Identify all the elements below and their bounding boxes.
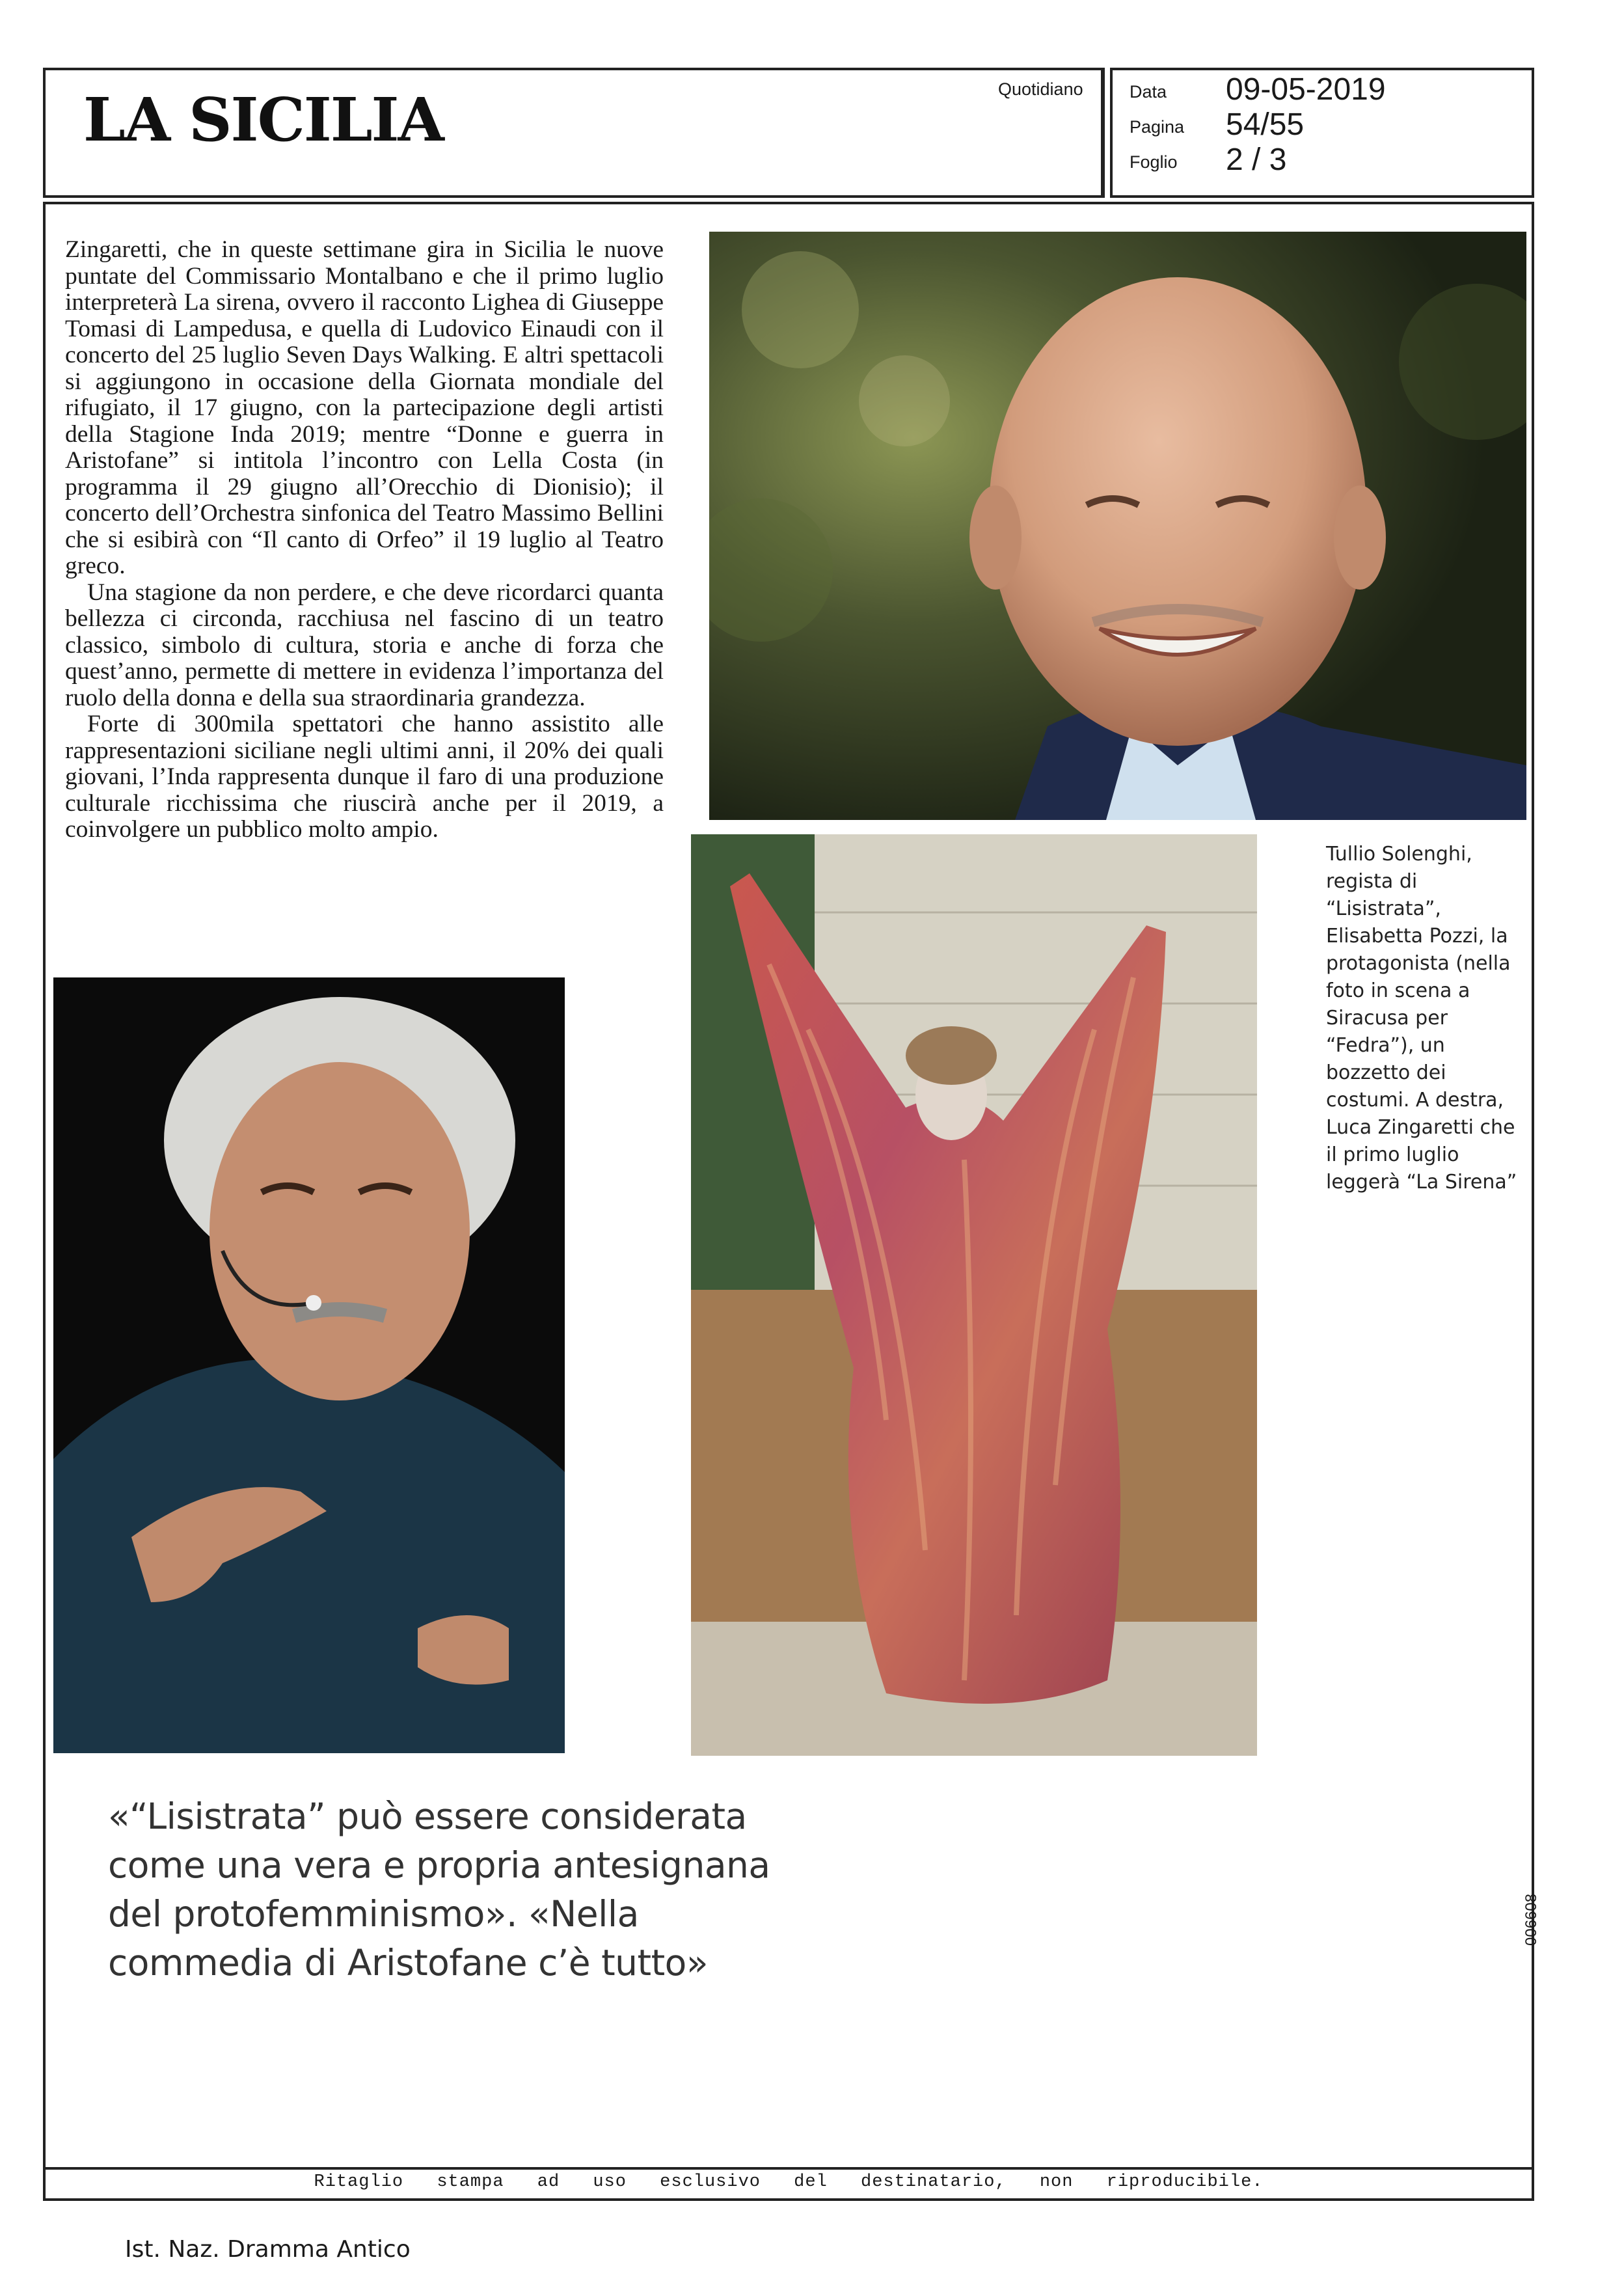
date-value: 09-05-2019 (1226, 72, 1386, 107)
header-divider (1101, 68, 1105, 198)
footer-rule (43, 2167, 1534, 2170)
portrait-photo-solenghi (53, 977, 565, 1753)
copyright-notice: Ritaglio stampa ad uso esclusivo del destinatario, non riproducibile. (314, 2172, 1264, 2192)
pull-quote: «“Lisistrata” può essere considerata come una vera e propria antesignana del protofemminismo». «Nella commedia di Aristofane c’è tutto» (108, 1795, 770, 1984)
article-paragraph: Zingaretti, che in queste settimane gira in Sicilia le nuove puntate del Commissario Montalbano e che il primo luglio interpreterà La sirena, ovvero il racconto Lighea di Giuseppe Tomasi di Lampedusa, e quella di Ludovico Einaudi con il concerto del 25 luglio Seven Days Walking. E altri spettacoli si aggiungono in occasione della Giornata mondiale del rifugiato, il 17 giugno, con la partecipazione degli artisti della Stagione Inda 2019; mentre “Donne e guerra in Aristofane” si intitola l’incontro con Lella Costa (in programma il 29 giugno all’Orecchio di Dionisio); il concerto dell’Orchestra sinfonica del Teatro Massimo Bellini che si esibirà con “Il canto di Orfeo” il 19 luglio al Teatro greco. (65, 236, 664, 579)
portrait-photo-zingaretti (709, 232, 1526, 820)
sheet-label: Foglio (1130, 152, 1178, 172)
side-code: 006608 (1522, 1893, 1540, 1946)
date-label: Data (1130, 82, 1167, 102)
masthead: LA SICILIA (83, 85, 443, 155)
article-paragraph: Una stagione da non perdere, e che deve ricordarci quanta bellezza ci circonda, racchiusa nel fascino di un teatro classico, simbolo di cultura, storia e anche di forza che quest’anno, permette di mettere in evidenza l’importanza del ruolo della donna e della sua straordinaria grandezza. (65, 579, 664, 711)
sheet-value: 2 / 3 (1226, 143, 1287, 177)
page-label: Pagina (1130, 117, 1185, 137)
publication-type: Quotidiano (998, 79, 1083, 99)
photo-caption: Tullio Solenghi, regista di “Lisistrata”, Elisabetta Pozzi, la protagonista (nella foto in scena a Siracusa per “Fedra”), un bozzetto dei costumi. A destra, Luca Zingaretti che il primo luglio leggerà “La Sirena” (1326, 843, 1517, 1194)
article-paragraph: Forte di 300mila spettatori che hanno assistito alle rappresentazioni siciliane negli ultimi anni, il 20% dei quali giovani, l’Inda rappresenta dunque il faro di una produzione culturale ricchissima che riuscirà anche per il 2019, a coinvolgere un pubblico molto ampio. (65, 711, 664, 843)
page-value: 54/55 (1226, 107, 1305, 142)
stage-photo-pozzi (691, 834, 1257, 1756)
article-body (65, 237, 664, 843)
source-label: Ist. Naz. Dramma Antico (125, 2236, 411, 2263)
